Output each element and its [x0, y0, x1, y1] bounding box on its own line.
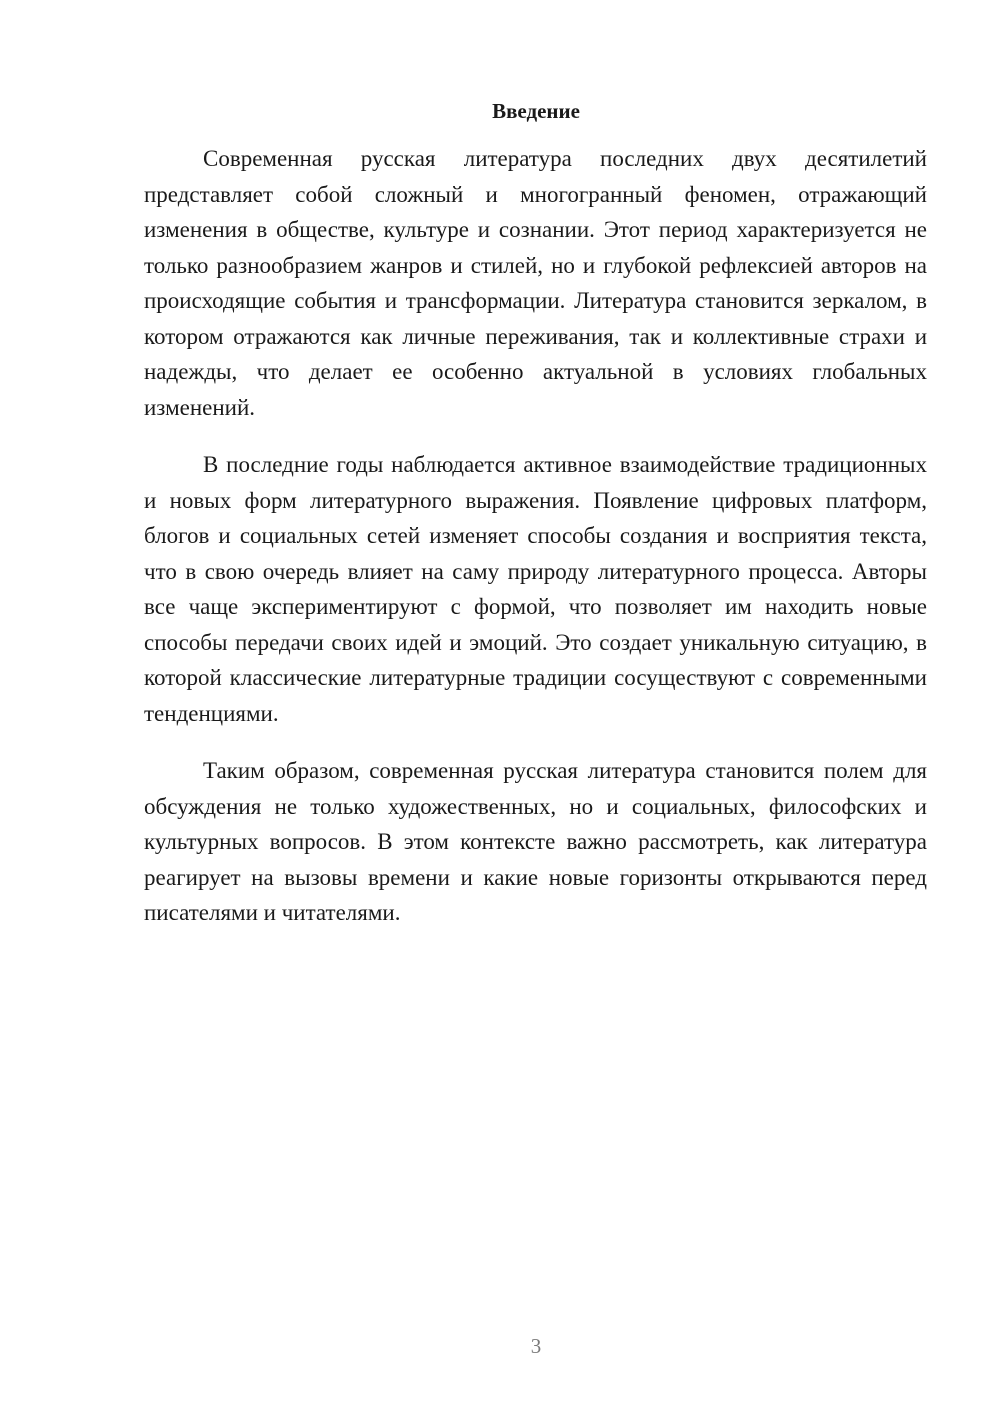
paragraph-3: Таким образом, современная русская литература становится полем для обсуждения не только художественных, но и социальных, философских и культурных вопросов. В этом контексте важно рассмотреть, как литература реагирует на вызовы времени и какие новые горизонты открываются перед писателями и читателями.: [144, 758, 927, 925]
body-text: [144, 141, 927, 953]
paragraph-1: Современная русская литература последних двух десятилетий представляет собой сложный и многогранный феномен, отражающий изменения в обществе, культуре и сознании. Этот период характеризуется не только разнообразием жанров и стилей, но и глубокой рефлексией авторов на происходящие события и трансформации. Литература становится зеркалом, в котором отражаются как личные переживания, так и коллективные страхи и надежды, что делает ее особенно актуальной в условиях глобальных изменений.: [144, 146, 927, 420]
paragraph-2: В последние годы наблюдается активное взаимодействие традиционных и новых форм литературного выражения. Появление цифровых платформ, блогов и социальных сетей изменяет способы создания и восприятия текста, что в свою очередь влияет на саму природу литературного процесса. Авторы все чаще экспериментируют с формой, что позволяет им находить новые способы передачи своих идей и эмоций. Это создает уникальную ситуацию, в которой классические литературные традиции сосуществуют с современными тенденциями.: [144, 452, 927, 726]
section-heading: Введение: [492, 99, 580, 123]
page-number: 3: [530, 1334, 542, 1358]
